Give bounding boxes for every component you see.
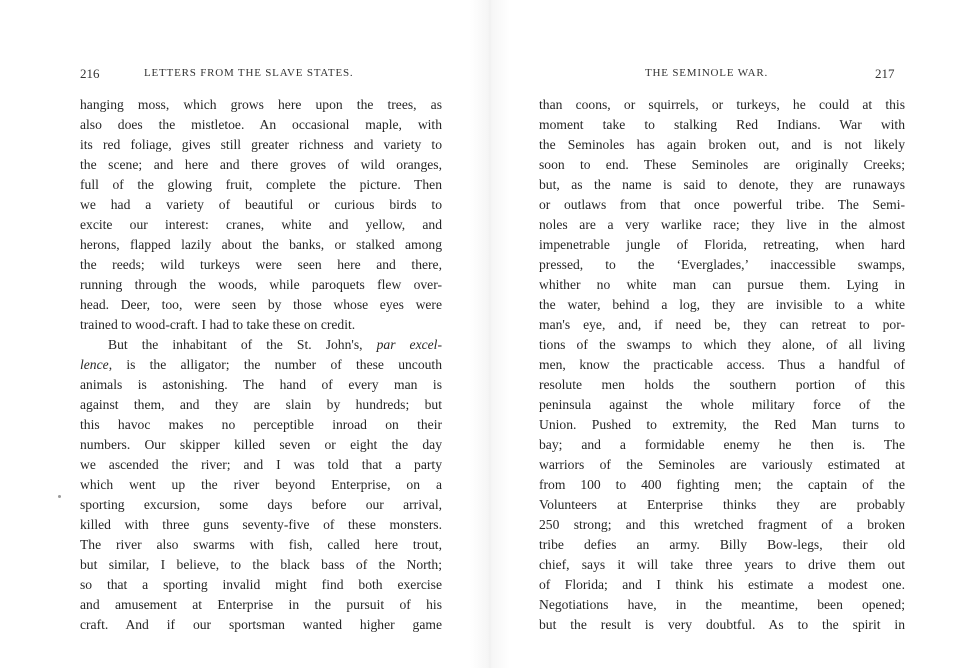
text-line: of Florida; and I think his estimate a modest one. [539, 577, 905, 592]
text-line: animals is astonishing. The hand of every man is [80, 377, 442, 392]
left-page-number: 216 [80, 66, 100, 81]
text-line: But the inhabitant of the St. John's, par excel- [108, 337, 442, 352]
text-line: peninsula against the whole military force of the [539, 397, 905, 412]
text-line: which went up the river beyond Enterprise, on a [80, 477, 442, 492]
text-line: craft. And if our sportsman wanted higher game [80, 617, 442, 632]
text-line: running through the woods, while paroquets flew over- [80, 277, 442, 292]
left-body-text [80, 95, 442, 635]
text-line: Volunteers at Enterprise thinks they are probably [539, 497, 905, 512]
right-running-head: THE SEMINOLE WAR. [645, 67, 769, 79]
text-line: against them, and they are slain by hundreds; but [80, 397, 442, 412]
text-line: Union. Pushed to extremity, the Red Man turns to [539, 417, 905, 432]
text-line: the Seminoles has again broken out, and is not likely [539, 137, 905, 152]
text-line: bay; and a formidable enemy he then is. The [539, 437, 905, 452]
text-line: than coons, or squirrels, or turkeys, he could at this [539, 97, 905, 112]
text-line: killed with three guns seventy-five of these monsters. [80, 517, 442, 532]
text-line: excite our interest: cranes, white and yellow, and [80, 217, 442, 232]
text-line: head. Deer, too, were seen by those whose eyes were [80, 297, 442, 312]
text-line: but the result is very doubtful. As to the spirit in [539, 617, 905, 632]
text-line: the water, behind a log, they are invisible to a white [539, 297, 905, 312]
text-line: sporting excursion, some days before our arrival, [80, 497, 442, 512]
text-line: 250 strong; and this wretched fragment of a broken [539, 517, 905, 532]
text-line: Negotiations have, in the meantime, been opened; [539, 597, 905, 612]
text-line: the scene; and here and there groves of wild oranges, [80, 157, 442, 172]
text-line: and amusement at Enterprise in the pursuit of his [80, 597, 442, 612]
text-line: or outlaws from that once powerful tribe. The Semi- [539, 197, 905, 212]
text-line: the reeds; wild turkeys were seen here and there, [80, 257, 442, 272]
text-line: pressed, to the ‘Everglades,’ inaccessible swamps, [539, 257, 905, 272]
text-line: soon to end. These Seminoles are originally Creeks; [539, 157, 905, 172]
text-line: we had a variety of beautiful or curious birds to [80, 197, 442, 212]
text-line: but, as the name is said to denote, they are runaways [539, 177, 905, 192]
left-running-head: LETTERS FROM THE SLAVE STATES. [144, 67, 354, 79]
text-line: The river also swarms with fish, called here trout, [80, 537, 442, 552]
right-page [490, 0, 980, 668]
text-line: man's eye, and, if need be, they can retreat to por- [539, 317, 905, 332]
text-line: also does the mistletoe. An occasional maple, with [80, 117, 442, 132]
text-line: moment take to stalking Red Indians. War with [539, 117, 905, 132]
text-line: hanging moss, which grows here upon the trees, as [80, 97, 442, 112]
text-line: this havoc makes no perceptible inroad on their [80, 417, 442, 432]
right-body-text [539, 95, 905, 635]
text-line: herons, flapped lazily about the banks, or stalked among [80, 237, 442, 252]
text-line: resolute men holds the southern portion of this [539, 377, 905, 392]
text-line: numbers. Our skipper killed seven or eight the day [80, 437, 442, 452]
text-line: its red foliage, gives still greater richness and variety to [80, 137, 442, 152]
text-line: noles are a very warlike race; they live in the almost [539, 217, 905, 232]
text-line: tions of the swamps to which they alone, of all living [539, 337, 905, 352]
text-line: but similar, I believe, to the black bass of the North; [80, 557, 442, 572]
text-line: trained to wood-craft. I had to take these on credit. [80, 317, 356, 332]
text-line: impenetrable jungle of Florida, retreating, when hard [539, 237, 905, 252]
right-page-number: 217 [875, 66, 895, 81]
text-line: men, know the practicable access. Thus a handful of [539, 357, 905, 372]
text-line: tribe defies an army. Billy Bow-legs, their old [539, 537, 905, 552]
text-line: warriors of the Seminoles are variously estimated at [539, 457, 905, 472]
text-line: we ascended the river; and I was told that a party [80, 457, 442, 472]
text-line: whither no white man can pursue them. Lying in [539, 277, 905, 292]
text-line: lence, is the alligator; the number of these uncouth [80, 357, 442, 372]
text-line: from 100 to 400 fighting men; the captain of the [539, 477, 905, 492]
text-line: full of the glowing fruit, complete the picture. Then [80, 177, 442, 192]
text-line: so that a sporting invalid might find both exercise [80, 577, 442, 592]
text-line: chief, says it will take three years to drive them out [539, 557, 905, 572]
